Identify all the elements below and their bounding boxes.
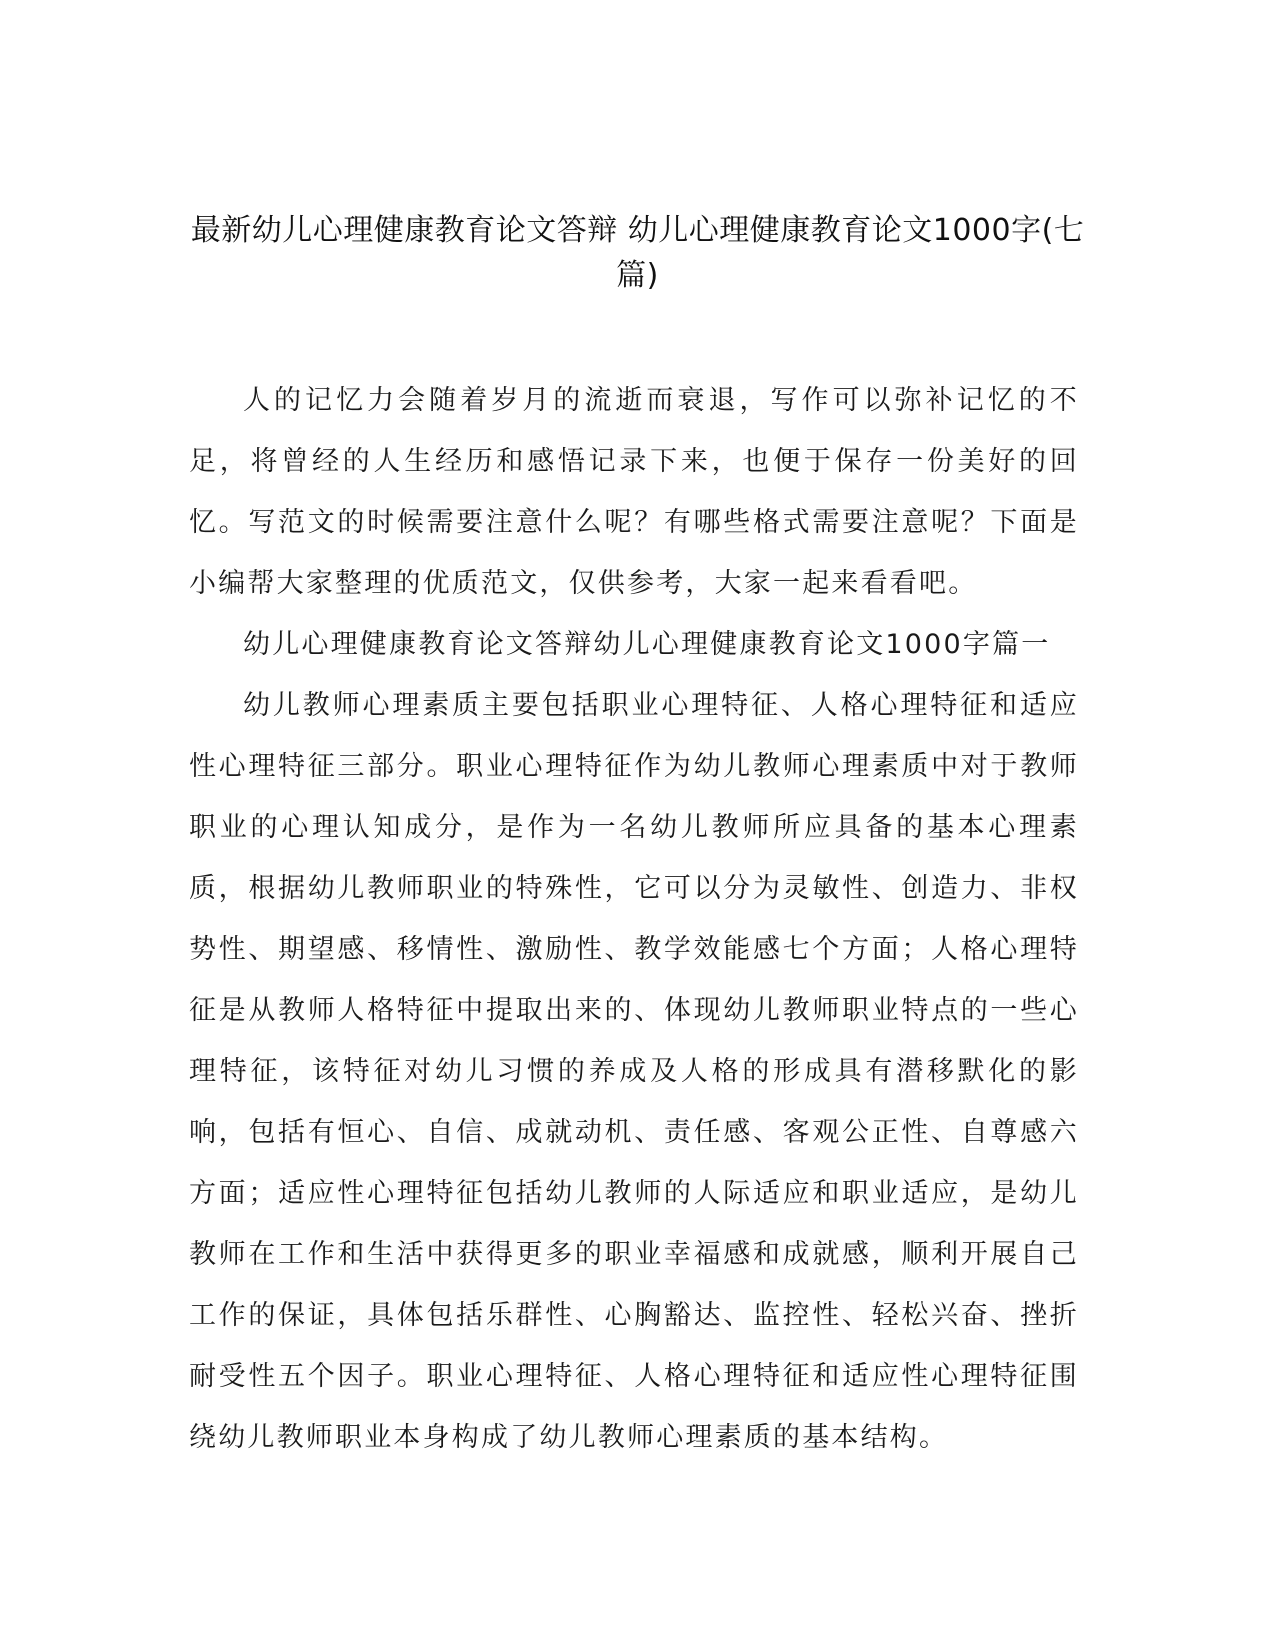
body-paragraph: 幼儿教师心理素质主要包括职业心理特征、人格心理特征和适应性心理特征三部分。职业心理特征作为幼儿教师心理素质中对于教师职业的心理认知成分，是作为一名幼儿教师所应具备的基本心理素质，根据幼儿教师职业的特殊性，它可以分为灵敏性、创造力、非权势性、期望感、移情性、激励性、教学效能感七个方面；人格心理特征是从教师人格特征中提取出来的、体现幼儿教师职业特点的一些心理特征，该特征对幼儿习惯的养成及人格的形成具有潜移默化的影响，包括有恒心、自信、成就动机、责任感、客观公正性、自尊感六方面；适应性心理特征包括幼儿教师的人际适应和职业适应，是幼儿教师在工作和生活中获得更多的职业幸福感和成就感，顺利开展自己工作的保证，具体包括乐群性、心胸豁达、监控性、轻松兴奋、挫折耐受性五个因子。职业心理特征、人格心理特征和适应性心理特征围绕幼儿教师职业本身构成了幼儿教师心理素质的基本结构。 xyxy=(189,690,1079,1453)
document-title: 最新幼儿心理健康教育论文答辩 幼儿心理健康教育论文1000字(七篇) xyxy=(190,213,1085,293)
section-heading: 幼儿心理健康教育论文答辩幼儿心理健康教育论文1000字篇一 xyxy=(243,629,1051,660)
intro-paragraph: 人的记忆力会随着岁月的流逝而衰退，写作可以弥补记忆的不足，将曾经的人生经历和感悟记录下来，也便于保存一份美好的回忆。写范文的时候需要注意什么呢？有哪些格式需要注意呢？下面是小编帮大家整理的优质范文，仅供参考，大家一起来看看吧。 xyxy=(189,385,1079,599)
document-body xyxy=(189,370,1079,1468)
